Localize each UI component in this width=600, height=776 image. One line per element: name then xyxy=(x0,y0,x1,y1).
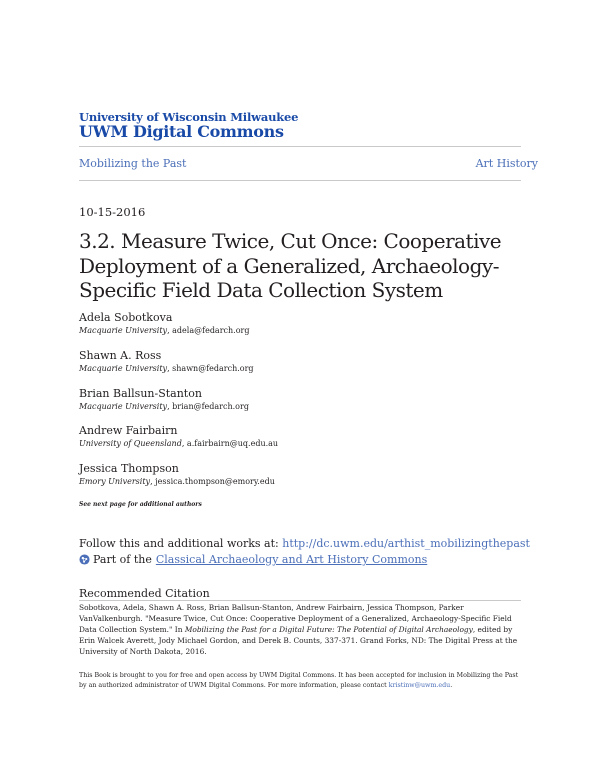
repository-name[interactable]: UWM Digital Commons xyxy=(79,122,284,141)
author-block xyxy=(79,424,278,450)
author-email: , a.fairbairn@uq.edu.au xyxy=(181,439,279,448)
author-institution: Macquarie University xyxy=(79,326,168,335)
author-affiliation xyxy=(79,363,254,375)
citation-part: Sobotkova, Adela, Shawn A. Ross, Brian Ballsun-Stanton, Andrew Fairbairn, Jessica Thompson, Parker VanValkenburgh. "Measure Twice, Cut Once: Cooperative Deployment of a Generalized, Archaeology-Specific Field Data Collection System." In xyxy=(79,603,512,634)
contact-email-link[interactable]: kristinw@uwm.edu xyxy=(388,681,451,689)
access-text: This Book is brought to you for free and open access by UWM Digital Commons. It has been accepted for inclusion in Mobilizing the Past by an authorized administrator of UWM Digital Commons. For more information, please contact xyxy=(79,672,519,689)
part-of-line xyxy=(79,553,427,566)
author-institution: University of Queensland xyxy=(79,439,182,448)
author-email: , brian@fedarch.org xyxy=(167,402,249,411)
author-institution: Macquarie University xyxy=(79,364,168,373)
follow-line xyxy=(79,537,530,550)
author-name: Brian Ballsun-Stanton xyxy=(79,387,202,400)
author-name: Adela Sobotkova xyxy=(79,311,173,324)
access-text-end: . xyxy=(450,681,453,689)
author-email: , adela@fedarch.org xyxy=(167,326,250,335)
see-next-page-note: See next page for additional authors xyxy=(79,501,202,508)
author-affiliation xyxy=(79,476,275,488)
author-name: Jessica Thompson xyxy=(79,462,179,475)
author-block xyxy=(79,349,254,375)
author-block xyxy=(79,462,275,488)
commons-network-icon xyxy=(79,554,90,565)
publication-date: 10-15-2016 xyxy=(79,205,146,219)
department-link[interactable]: Art History xyxy=(475,157,538,170)
recommended-citation-heading: Recommended Citation xyxy=(79,587,210,600)
author-name: Andrew Fairbairn xyxy=(79,424,178,437)
author-institution: Macquarie University xyxy=(79,402,168,411)
citation-book-title: Mobilizing the Past for a Digital Future: The Potential of Digital Archaeology xyxy=(184,625,473,634)
follow-label: Follow this and additional works at: xyxy=(79,537,283,550)
part-of-label: Part of the xyxy=(93,553,152,566)
divider-bottom xyxy=(79,180,521,181)
author-affiliation xyxy=(79,401,249,413)
collection-url-link[interactable]: http://dc.uwm.edu/arthist_mobilizingthepast xyxy=(282,537,530,550)
divider-top xyxy=(79,146,521,147)
commons-link[interactable]: Classical Archaeology and Art History Commons xyxy=(155,553,428,566)
author-affiliation xyxy=(79,438,278,450)
access-statement xyxy=(79,671,521,690)
author-email: , jessica.thompson@emory.edu xyxy=(150,477,275,486)
citation-text xyxy=(79,602,521,657)
author-affiliation xyxy=(79,325,249,337)
divider-citation xyxy=(79,600,521,601)
citation-part: , edited by Erin Walcek Averett, Jody Michael Gordon, and Derek B. Counts, 337-371. Grand Forks, ND: The Digital Press at the University of North Dakota, 2016. xyxy=(79,625,518,656)
author-block xyxy=(79,311,249,337)
author-email: , shawn@fedarch.org xyxy=(167,364,254,373)
document-title: 3.2. Measure Twice, Cut Once: Cooperative Deployment of a Generalized, Archaeology-Specific Field Data Collection System xyxy=(79,229,502,302)
university-name: University of Wisconsin Milwaukee xyxy=(79,110,299,124)
author-name: Shawn A. Ross xyxy=(79,349,162,362)
author-institution: Emory University xyxy=(79,477,151,486)
series-link[interactable]: Mobilizing the Past xyxy=(79,157,187,170)
author-block xyxy=(79,387,249,413)
